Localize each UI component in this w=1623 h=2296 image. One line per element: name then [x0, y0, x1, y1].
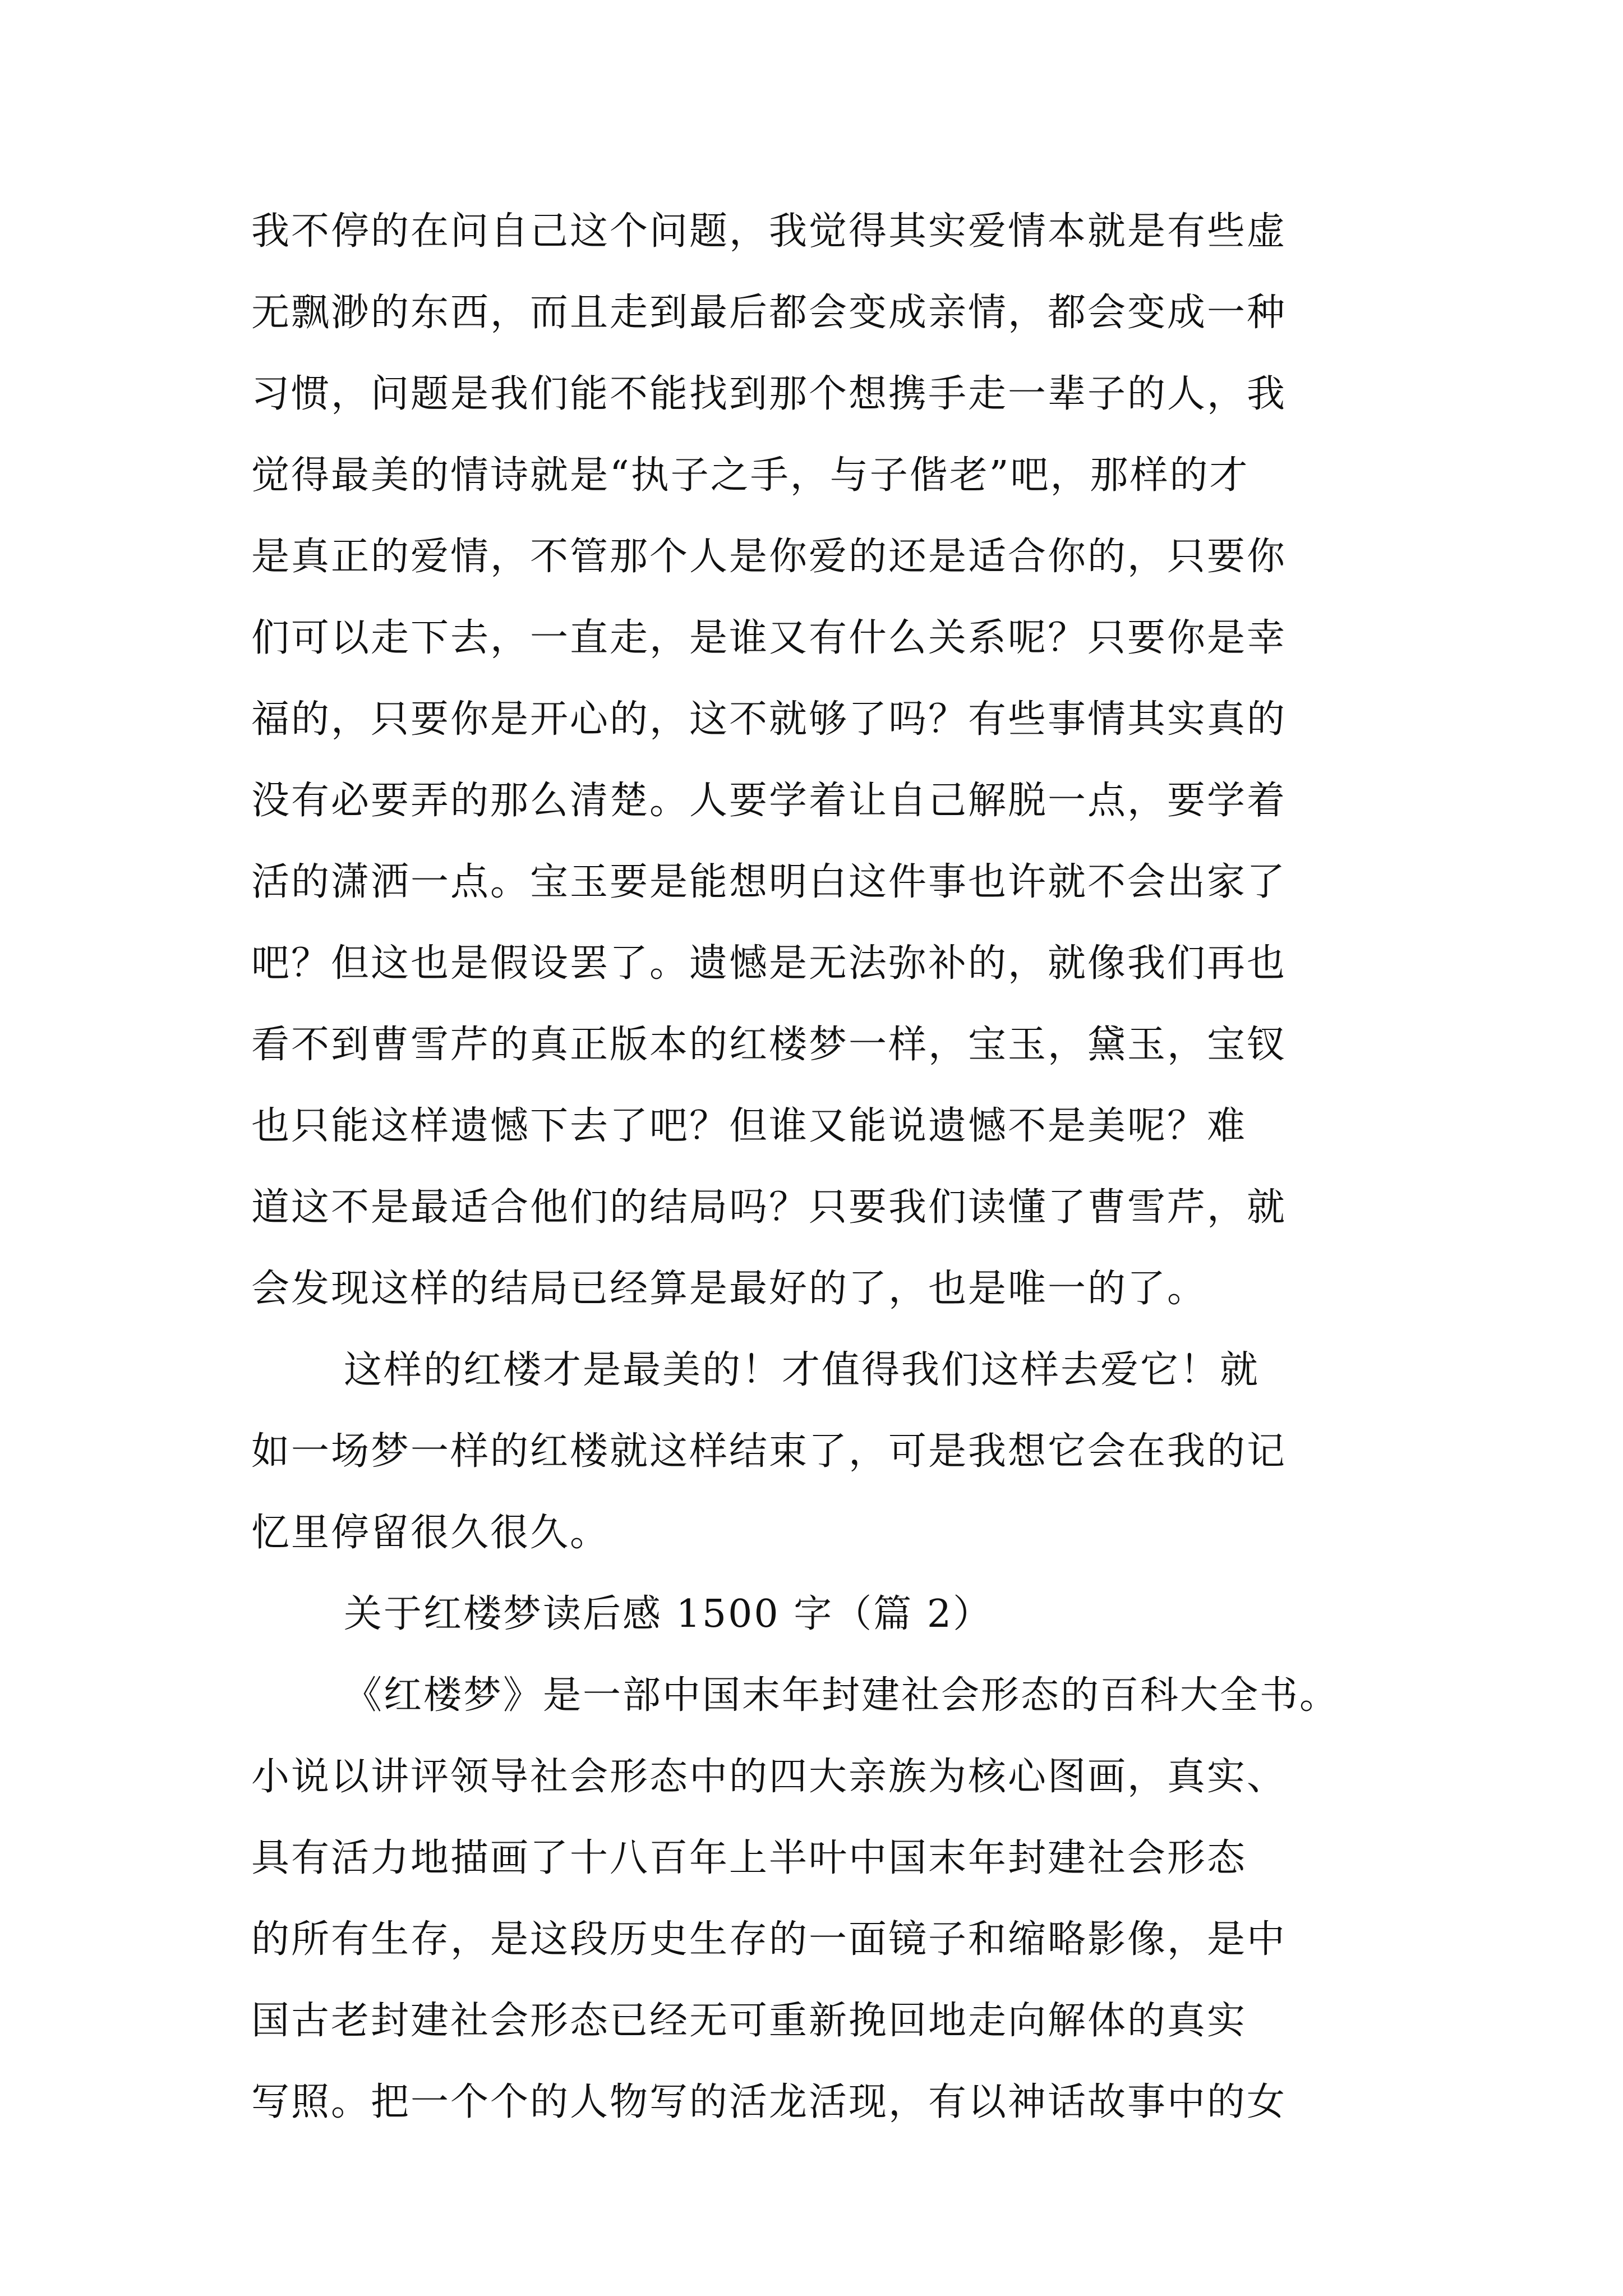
text-line: 会发现这样的结局已经算是最好的了，也是唯一的了。 — [251, 1267, 1207, 1311]
text-line: 活的潇洒一点。宝玉要是能想明白这件事也许就不会出家了 — [251, 860, 1287, 904]
text-line: 没有必要弄的那么清楚。人要学着让自己解脱一点，要学着 — [251, 779, 1287, 823]
text-line: 无飘渺的东西，而且走到最后都会变成亲情，都会变成一种 — [251, 291, 1287, 335]
text-line: 们可以走下去，一直走，是谁又有什么关系呢？只要你是幸 — [251, 616, 1287, 660]
text-line: 的所有生存，是这段历史生存的一面镜子和缩略影像，是中 — [251, 1917, 1287, 1962]
text-line: 《红楼梦》是一部中国末年封建社会形态的百科大全书。 — [344, 1673, 1340, 1718]
text-line: 写照。把一个个的人物写的活龙活现，有以神话故事中的女 — [251, 2080, 1287, 2124]
text-line: 国古老封建社会形态已经无可重新挽回地走向解体的真实 — [251, 1999, 1247, 2043]
text-line: 觉得最美的情诗就是“执子之手，与子偕老”吧，那样的才 — [251, 453, 1249, 498]
text-line: 看不到曹雪芹的真正版本的红楼梦一样，宝玉，黛玉，宝钗 — [251, 1023, 1287, 1067]
text-line: 关于红楼梦读后感 1500 字（篇 2） — [344, 1592, 993, 1636]
text-line: 道这不是最适合他们的结局吗？只要我们读懂了曹雪芹，就 — [251, 1185, 1287, 1230]
text-line: 福的，只要你是开心的，这不就够了吗？有些事情其实真的 — [251, 697, 1287, 742]
text-line: 也只能这样遗憾下去了吧？但谁又能说遗憾不是美呢？难 — [251, 1104, 1247, 1148]
text-line: 具有活力地描画了十八百年上半叶中国末年封建社会形态 — [251, 1836, 1247, 1880]
body-text — [251, 191, 1390, 2143]
text-line: 吧？但这也是假设罢了。遗憾是无法弥补的，就像我们再也 — [251, 941, 1287, 986]
text-line: 小说以讲评领导社会形态中的四大亲族为核心图画，真实、 — [251, 1755, 1287, 1799]
text-line: 这样的红楼才是最美的！才值得我们这样去爱它！就 — [344, 1348, 1260, 1392]
text-line: 是真正的爱情，不管那个人是你爱的还是适合你的，只要你 — [251, 535, 1287, 579]
text-line: 如一场梦一样的红楼就这样结束了，可是我想它会在我的记 — [251, 1429, 1287, 1474]
text-line: 习惯，问题是我们能不能找到那个想携手走一辈子的人，我 — [251, 372, 1287, 416]
text-line: 忆里停留很久很久。 — [251, 1511, 610, 1555]
text-line: 我不停的在问自己这个问题，我觉得其实爱情本就是有些虚 — [251, 209, 1287, 254]
